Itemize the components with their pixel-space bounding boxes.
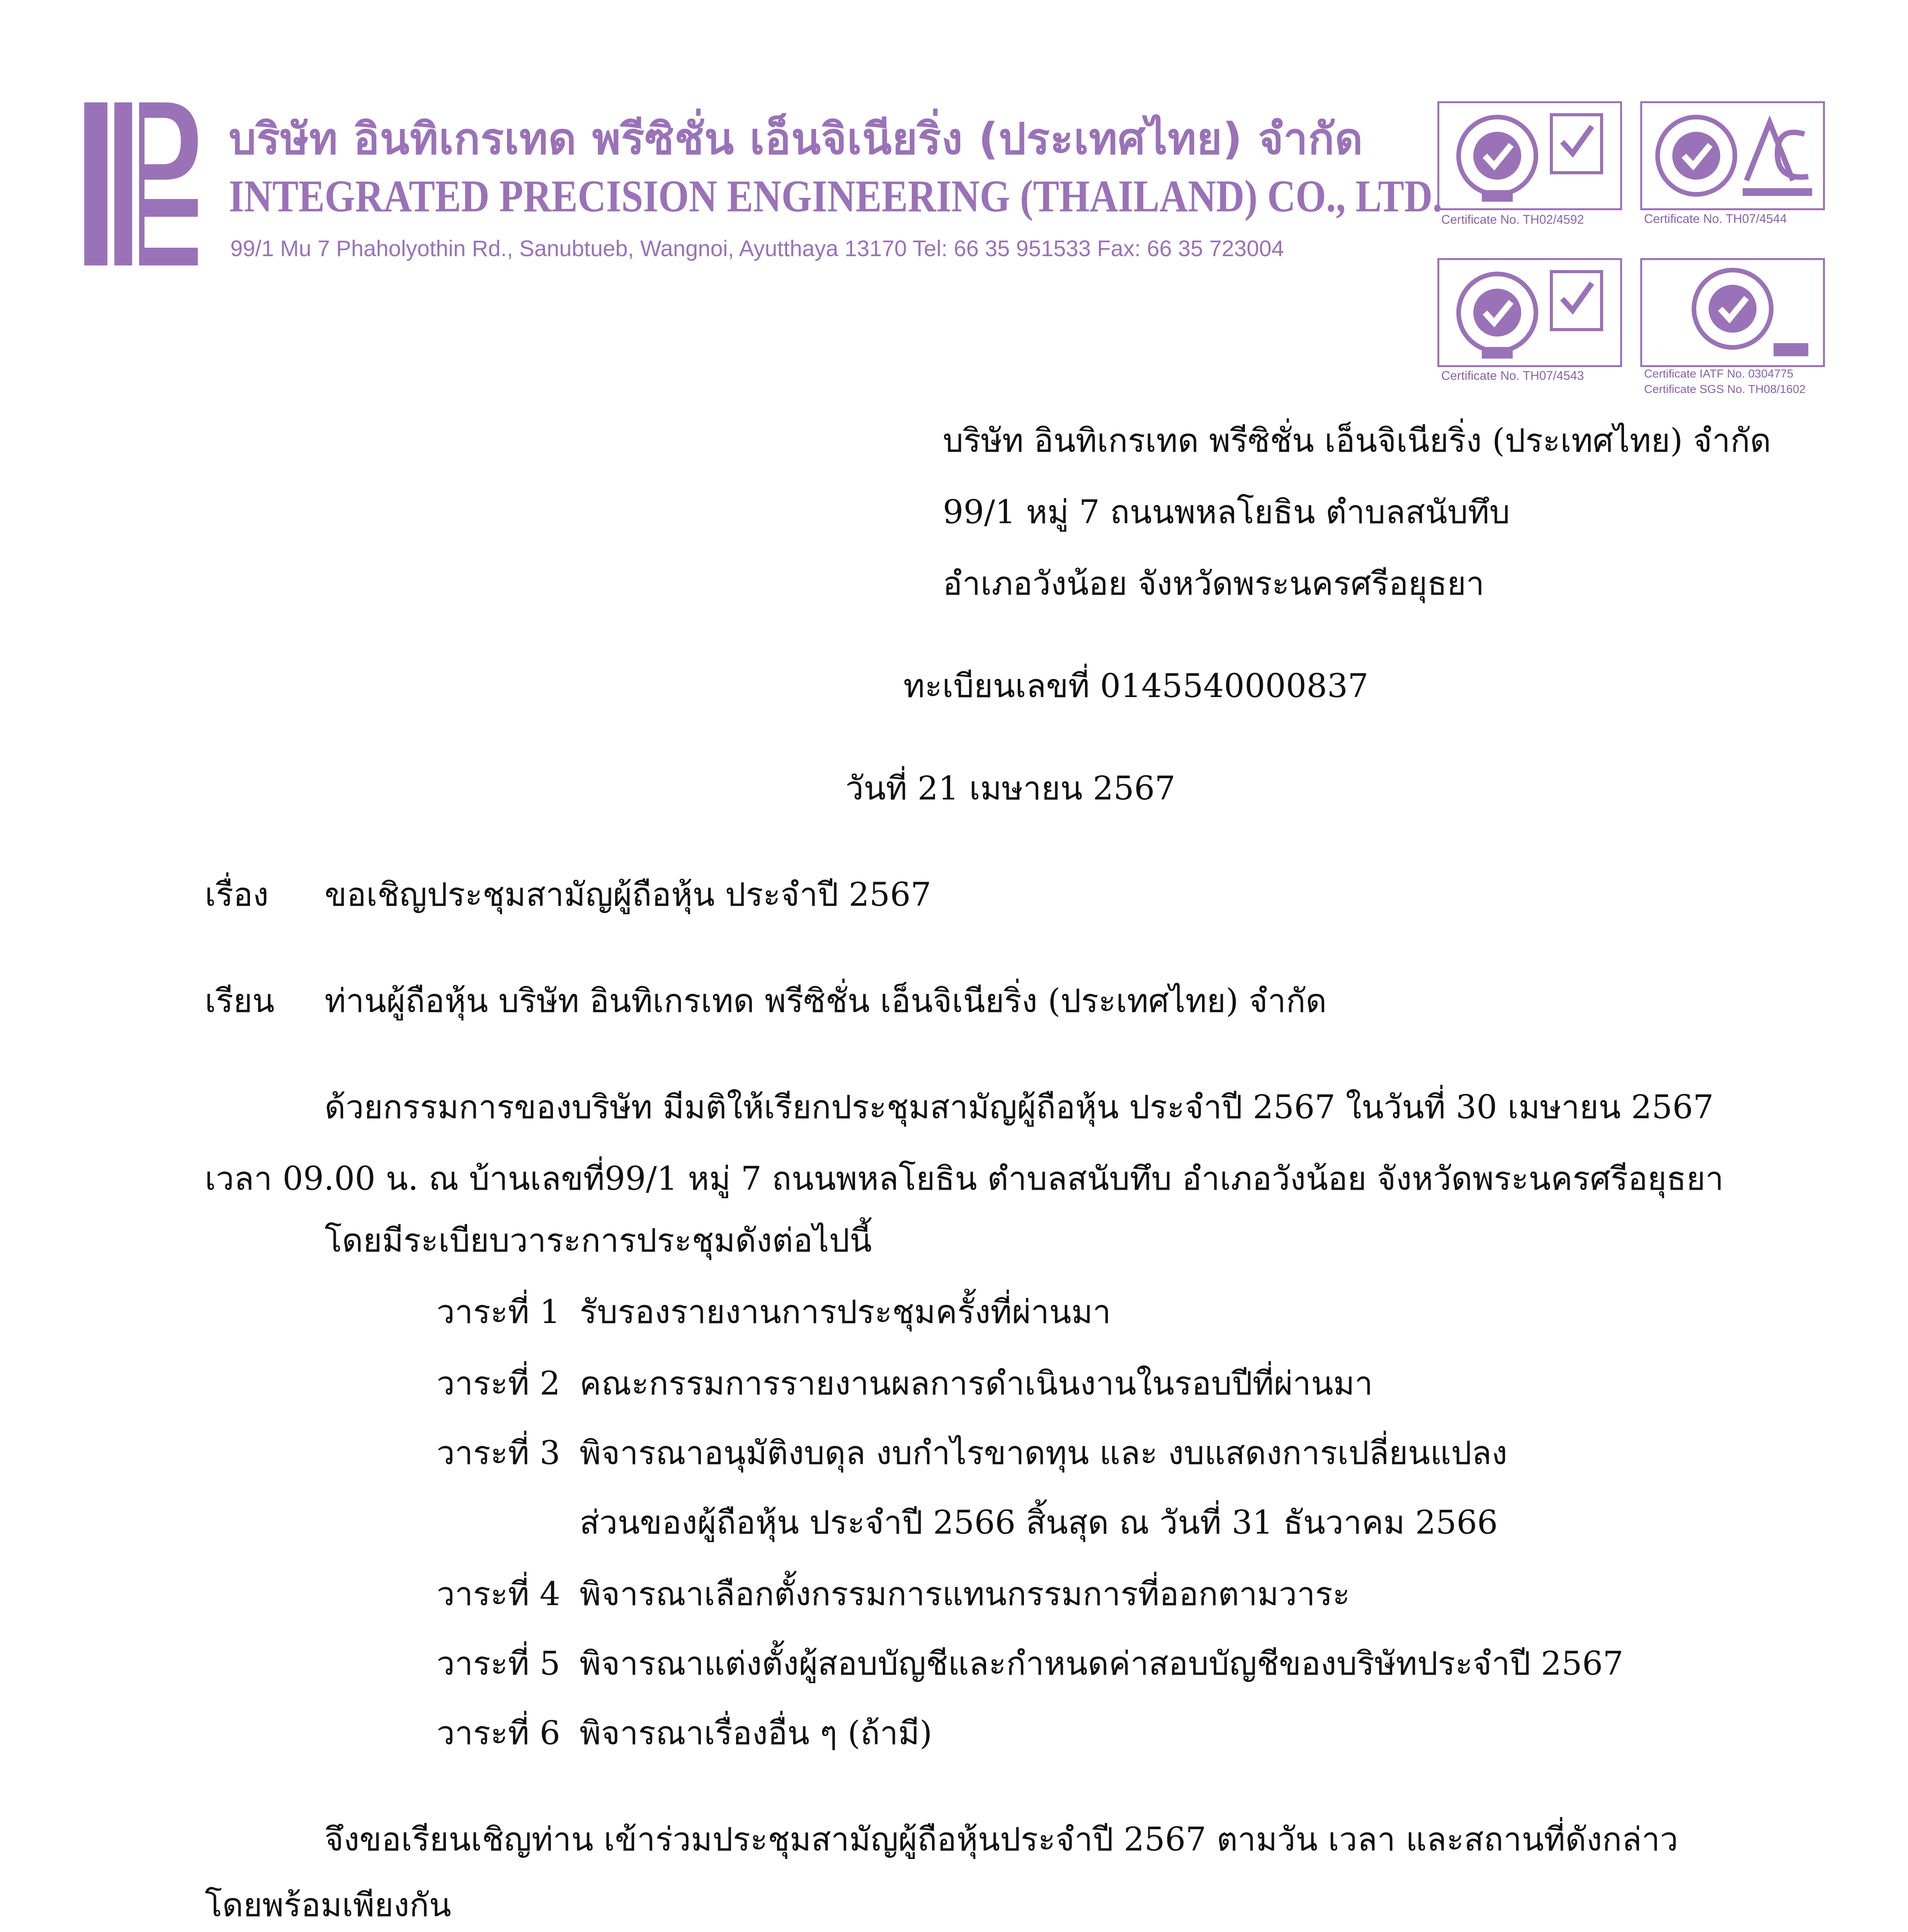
certificate-badge [1437,258,1622,367]
company-name-english: INTEGRATED PRECISION ENGINEERING (THAILAND) CO., LTD. [229,171,1442,221]
company-name-thai: บริษัท อินทิเกรเทด พรีซิชั่น เอ็นจิเนียริ่ง (ประเทศไทย) จำกัด [229,114,1364,164]
letter-date: วันที่ 21 เมษายน 2567 [845,769,1175,807]
registration-number: ทะเบียนเลขที่ 0145540000837 [903,667,1369,705]
agenda-text: พิจารณาเรื่องอื่น ๆ (ถ้ามี) [580,1714,932,1752]
agenda-text: คณะกรรมการรายงานผลการดำเนินงานในรอบปีที่ผ่านมา [580,1364,1373,1402]
body-line-2: เวลา 09.00 น. ณ บ้านเลขที่99/1 หมู่ 7 ถนนพหลโยธิน ตำบลสนับทึบ อำเภอวังน้อย จังหวัดพระนครศรีอยุธยา [205,1160,1724,1197]
subject-label: เรื่อง [205,876,269,913]
sgs-ukas-iso14001-icon [1439,260,1620,365]
company-logo [84,102,198,265]
body-line-1: ด้วยกรรมการของบริษัท มีมติให้เรียกประชุมสามัญผู้ถือหุ้น ประจำปี 2567 ในวันที่ 30 เมษายน 2567 [325,1088,1714,1126]
certificate-badge [1640,101,1825,210]
agenda-number: วาระที่ 6 [437,1714,561,1752]
closing-line-1: จึงขอเรียนเชิญท่าน เข้าร่วมประชุมสามัญผู้ถือหุ้นประจำปี 2567 ตามวัน เวลา และสถานที่ดังกล่าว [325,1820,1678,1858]
sgs-iatf16949-icon [1642,260,1823,365]
certificate-number: Certificate No. TH07/4544 [1644,212,1787,226]
recipient-text: ท่านผู้ถือหุ้น บริษัท อินทิเกรเทด พรีซิชั่น เอ็นจิเนียริ่ง (ประเทศไทย) จำกัด [325,982,1327,1020]
agenda-number: วาระที่ 3 [437,1434,561,1472]
certificate-number [1644,366,1806,397]
agenda-number: วาระที่ 4 [437,1575,561,1613]
certificate-number-iatf: Certificate IATF No. 0304775 [1644,367,1794,380]
agenda-number: วาระที่ 5 [437,1645,561,1682]
body-line-3: โดยมีระเบียบวาระการประชุมดังต่อไปนี้ [325,1221,872,1259]
agenda-text: พิจารณาอนุมัติงบดุล งบกำไรขาดทุน และ งบแสดงการเปลี่ยนแปลง [580,1434,1508,1472]
sgs-ukas-iso9001-icon [1439,103,1620,208]
recipient-label: เรียน [205,982,275,1020]
agenda-text: พิจารณาแต่งตั้งผู้สอบบัญชีและกำหนดค่าสอบบัญชีของบริษัทประจำปี 2567 [580,1645,1624,1682]
company-address: 99/1 Mu 7 Phaholyothin Rd., Sanubtueb, Wangnoi, Ayutthaya 13170 Tel: 66 35 951533 Fax: 66 35 723004 [230,236,1284,261]
subject-text: ขอเชิญประชุมสามัญผู้ถือหุ้น ประจำปี 2567 [325,876,932,913]
sender-line-2: 99/1 หมู่ 7 ถนนพหลโยธิน ตำบลสนับทึบ [943,493,1510,531]
certificate-number: Certificate No. TH07/4543 [1441,369,1584,383]
agenda-text-continued: ส่วนของผู้ถือหุ้น ประจำปี 2566 สิ้นสุด ณ วันที่ 31 ธันวาคม 2566 [580,1503,1498,1541]
certificate-badge [1640,258,1825,367]
certificate-number-sgs: Certificate SGS No. TH08/1602 [1644,383,1806,396]
closing-line-2: โดยพร้อมเพียงกัน [205,1886,451,1924]
agenda-text: รับรองรายงานการประชุมครั้งที่ผ่านมา [580,1293,1111,1331]
sgs-nac-iso17025-icon [1642,103,1823,208]
agenda-number: วาระที่ 2 [437,1364,561,1402]
agenda-number: วาระที่ 1 [437,1293,561,1331]
sender-line-1: บริษัท อินทิเกรเทด พรีซิชั่น เอ็นจิเนียริ่ง (ประเทศไทย) จำกัด [943,422,1771,459]
sender-line-3: อำเภอวังน้อย จังหวัดพระนครศรีอยุธยา [943,565,1485,602]
certificate-number: Certificate No. TH02/4592 [1441,213,1584,226]
agenda-text: พิจารณาเลือกตั้งกรรมการแทนกรรมการที่ออกตามวาระ [580,1575,1350,1613]
certificate-badge [1437,101,1622,210]
